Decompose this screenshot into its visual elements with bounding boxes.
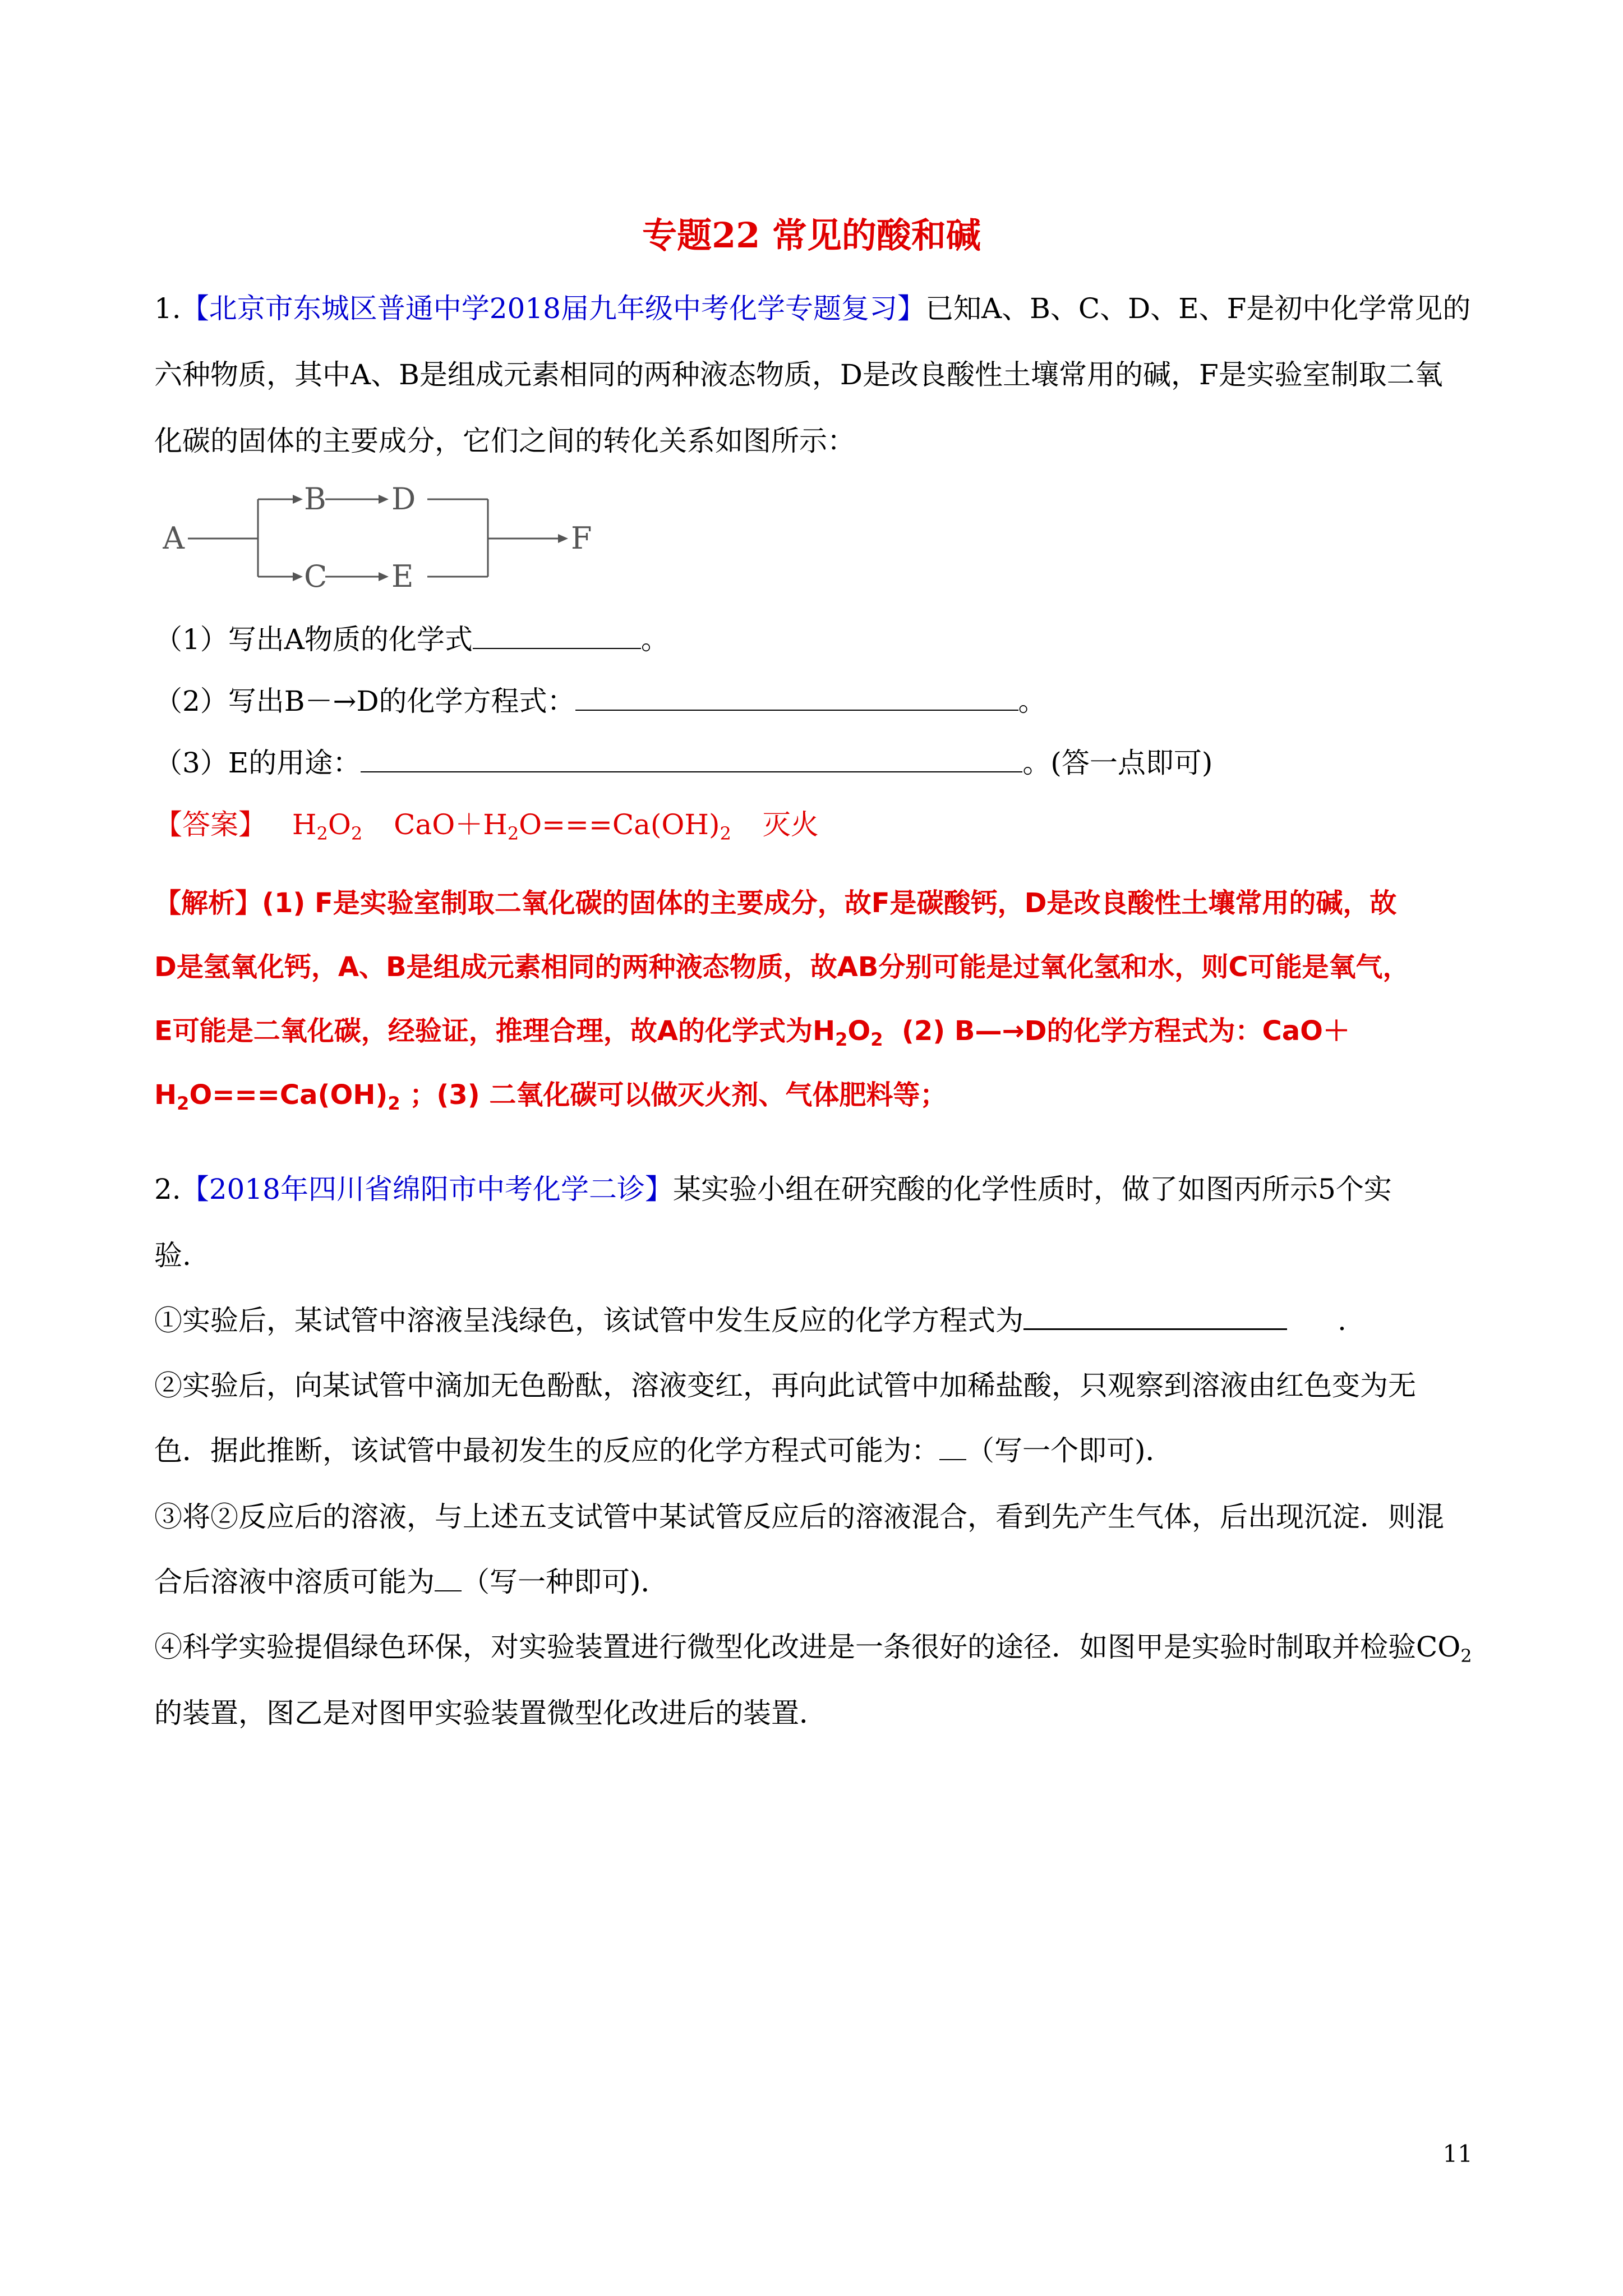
- q2-stem-line-2: 验.: [154, 1239, 191, 1272]
- q2-source-open: 【: [181, 1173, 209, 1205]
- q1-sub3-end: 。(答一点即可): [1022, 747, 1213, 779]
- q2-item-2-line-1: ②实验后，向某试管中滴加无色酚酞，溶液变红，再向此试管中加稀盐酸，只观察到溶液由红色变为无: [154, 1369, 1416, 1402]
- q2-item-3-line-2: 合后溶液中溶质可能为 （写一种即可)．: [154, 1566, 669, 1598]
- explanation-line-1: 【解析】(1) F是实验室制取二氧化碳的固体的主要成分，故F是碳酸钙，D是改良酸性土壤常用的碱，故: [154, 887, 1397, 919]
- answer-1: $H_2O_2$: [292, 808, 363, 844]
- q1-answer: [154, 808, 819, 844]
- q1-sub2-text: （2）写出B－→D的化学方程式：: [154, 685, 575, 717]
- q2-stem-line-1: [154, 1172, 1392, 1206]
- q1-stem-line-1: [154, 292, 1470, 325]
- answer-label: 【答案】: [154, 808, 266, 841]
- q1-stem-line-2: 六种物质，其中A、B是组成元素相同的两种液态物质，D是改良酸性土壤常用的碱，F是实验室制取二氧: [154, 358, 1443, 391]
- q1-sub-3: [154, 746, 1212, 780]
- q2-item-4-line-1: ④科学实验提倡绿色环保，对实验装置进行微型化改进是一条很好的途径．如图甲是实验时制取并检验$CO_2$: [154, 1631, 1472, 1667]
- q1-sub1-end: 。: [640, 623, 669, 656]
- q2-source-close: 】: [644, 1173, 673, 1205]
- node-c: C: [304, 559, 328, 594]
- q2-item-3-line-1: ③将②反应后的溶液，与上述五支试管中某试管反应后的溶液混合，看到先产生气体，后出现沉淀．则混: [154, 1501, 1444, 1533]
- q1-sub3-text: （3）E的用途：: [154, 747, 361, 779]
- q2-blank-1[interactable]: [1023, 1304, 1287, 1330]
- node-e: E: [391, 559, 414, 594]
- q2-source: 2018年四川省绵阳市中考化学二诊: [209, 1173, 645, 1205]
- node-b: B: [304, 482, 326, 517]
- explanation-line-4: $H_2O===Ca(OH)_2$ ；(3) 二氧化碳可以做灭火剂、气体肥料等；: [154, 1079, 947, 1114]
- q1-sub-1: [154, 623, 669, 656]
- q1-stem-1: 已知A、B、C、D、E、F是初中化学常见的: [925, 292, 1471, 325]
- q2-blank-2[interactable]: [939, 1434, 966, 1460]
- q2-item-2-line-2: 色．据此推断，该试管中最初发生的反应的化学方程式可能为： （写一个即可)．: [154, 1434, 1174, 1467]
- explanation-line-3: E可能是二氧化碳，经验证，推理合理，故A的化学式为$H_2O_2$ (2) B—→D的化学方程式为：CaO＋: [154, 1015, 1350, 1050]
- explanation-line-2: D是氢氧化钙，A、B是组成元素相同的两种液态物质，故AB分别可能是过氧化氢和水，则C可能是氧气，: [154, 951, 1410, 983]
- page-title: 专题22 常见的酸和碱: [642, 215, 981, 256]
- q1-sub-2: [154, 684, 1046, 718]
- q1-sub1-text: （1）写出A物质的化学式: [154, 623, 473, 656]
- node-f: F: [571, 521, 592, 556]
- answer-blank-1[interactable]: [473, 623, 641, 649]
- q2-number: 2.: [154, 1173, 181, 1205]
- answer-blank-2[interactable]: [575, 685, 1018, 711]
- answer-blank-3[interactable]: [361, 747, 1022, 772]
- node-d: D: [391, 482, 416, 517]
- q1-source-close: 】: [897, 292, 925, 325]
- q1-number: 1.: [154, 292, 181, 325]
- node-a: A: [163, 521, 185, 556]
- q1-stem-line-3: 化碳的固体的主要成分，它们之间的转化关系如图所示：: [154, 425, 855, 457]
- q2-item-4-line-2: 的装置，图乙是对图甲实验装置微型化改进后的装置．: [154, 1697, 827, 1729]
- q1-source-open: 【: [181, 292, 209, 325]
- conversion-diagram: [163, 482, 600, 595]
- answer-2: $CaO+H_2O===Ca(OH)_2$: [394, 808, 731, 844]
- q2-stem-1: 某实验小组在研究酸的化学性质时，做了如图丙所示5个实: [672, 1173, 1392, 1205]
- q1-sub2-end: 。: [1018, 685, 1046, 717]
- page-number: 11: [1442, 2140, 1473, 2168]
- answer-3: 灭火: [762, 808, 819, 841]
- q2-blank-3[interactable]: [435, 1566, 462, 1591]
- q2-item-1: ①实验后，某试管中溶液呈浅绿色，该试管中发生反应的化学方程式为 .: [154, 1304, 1347, 1337]
- q1-source: 北京市东城区普通中学2018届九年级中考化学专题复习: [209, 292, 897, 325]
